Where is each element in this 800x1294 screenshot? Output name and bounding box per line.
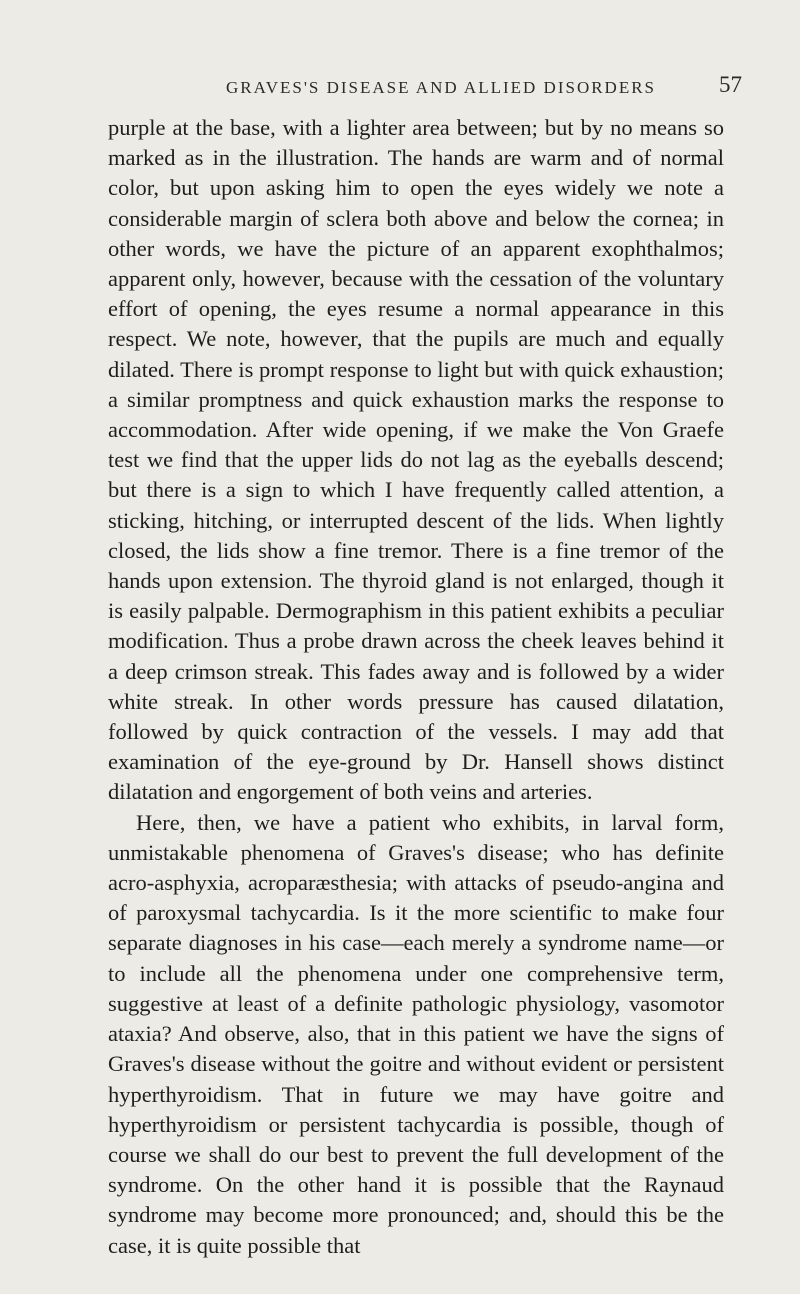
page-number: 57 bbox=[719, 72, 742, 97]
running-head: GRAVES'S DISEASE AND ALLIED DISORDERS bbox=[226, 78, 657, 97]
paragraph-continuation: purple at the base, with a lighter area between; but by no means so marked as in the illustration. The hands are warm and of normal color, but upon asking him to open the eyes widely we note a considerable margin of sclera both above and below the cornea; in other words, we have the picture of an apparent exophthalmos; apparent only, however, because with the cessation of the voluntary effort of opening, the eyes resume a normal appearance in this respect. We note, however, that the pupils are much and equally dilated. There is prompt response to light but with quick exhaustion; a similar promptness and quick exhaustion marks the response to accommodation. After wide opening, if we make the Von Graefe test we find that the upper lids do not lag as the eyeballs descend; but there is a sign to which I have frequently called attention, a sticking, hitching, or interrupted descent of the lids. When lightly closed, the lids show a fine tremor. There is a fine tremor of the hands upon extension. The thyroid gland is not enlarged, though it is easily palpable. Dermographism in this patient exhibits a peculiar modification. Thus a probe drawn across the cheek leaves behind it a deep crimson streak. This fades away and is followed by a wider white streak. In other words pressure has caused dilatation, followed by quick contraction of the vessels. I may add that examination of the eye-ground by Dr. Hansell shows distinct dilatation and engorgement of both veins and arteries. bbox=[108, 115, 724, 805]
body-text bbox=[108, 113, 724, 1261]
paragraph-diagnosis-discussion: Here, then, we have a patient who exhibits, in larval form, unmistakable phenomena of Graves's disease; who has definite acro-asphyxia, acroparæsthesia; with attacks of pseudo-angina and of paroxysmal tachycardia. Is it the more scientific to make four separate diagnoses in his case—each merely a syndrome name—or to include all the phenomena under one comprehensive term, suggestive at least of a definite pathologic physiology, vasomotor ataxia? And observe, also, that in this patient we have the signs of Graves's disease without the goitre and without evident or persistent hyperthyroidism. That in future we may have goitre and hyperthyroidism or persistent tachycardia is possible, though of course we shall do our best to prevent the full development of the syndrome. On the other hand it is possible that the Raynaud syndrome may become more pronounced; and, should this be the case, it is quite possible that bbox=[108, 809, 724, 1258]
